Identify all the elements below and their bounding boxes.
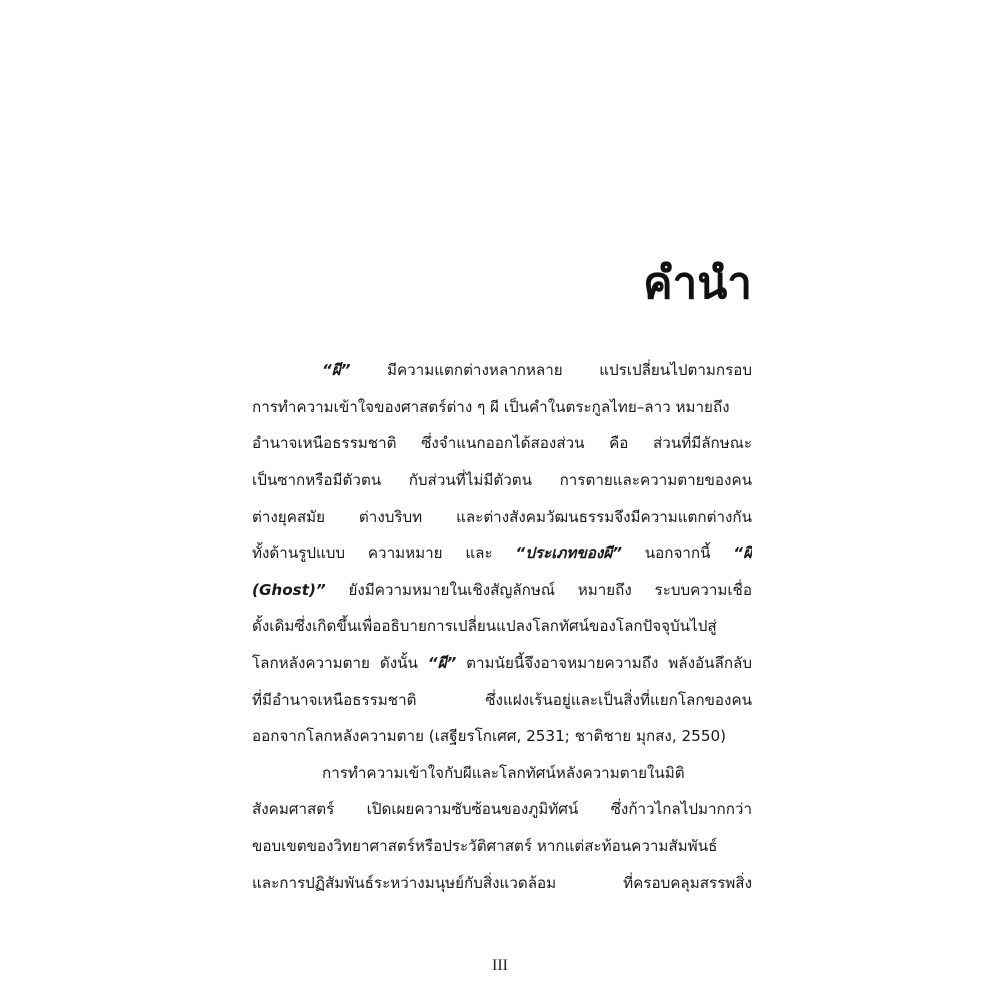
text-segment: หมายถึง bbox=[577, 580, 632, 599]
page-number: III bbox=[492, 957, 508, 974]
text-segment: ซึ่งจำแนกออกได้สองส่วน bbox=[421, 434, 585, 453]
text-segment: ดั้งเดิมซึ่งเกิดขึ้นเพื่ออธิบายการเปลี่ยนแปลงโลกทัศน์ของโลกปัจจุบันไปสู่ bbox=[252, 617, 717, 636]
text-segment: พลังอันลึกลับ bbox=[668, 654, 752, 673]
text-segment: ต่างยุคสมัย bbox=[252, 507, 326, 526]
text-line bbox=[252, 498, 752, 535]
text-segment: เป็นซากหรือมีตัวตน bbox=[252, 471, 382, 490]
text-segment: ดังนั้น bbox=[379, 654, 418, 673]
text-segment: คือ bbox=[609, 434, 629, 453]
text-segment: และ bbox=[465, 544, 493, 563]
text-segment: เปิดเผยความซับซ้อนของภูมิทัศน์ bbox=[366, 800, 579, 819]
text-line bbox=[252, 864, 752, 901]
text-segment: ต่างบริบท bbox=[358, 507, 423, 526]
text-segment: ยังมีความหมายในเชิงสัญลักษณ์ bbox=[348, 580, 555, 599]
paragraph bbox=[252, 352, 752, 755]
text-segment: โลกหลังความตาย bbox=[252, 654, 370, 673]
text-segment: ที่มีอำนาจเหนือธรรมชาติ bbox=[252, 690, 417, 709]
emphasized-term: (Ghost)” bbox=[252, 580, 326, 599]
paragraph bbox=[252, 755, 752, 901]
text-segment: แปรเปลี่ยนไปตามกรอบ bbox=[599, 361, 752, 380]
emphasized-term: “ผี” bbox=[427, 654, 457, 673]
text-segment: นอกจากนี้ bbox=[644, 544, 711, 563]
text-segment: อำนาจเหนือธรรมชาติ bbox=[252, 434, 397, 453]
text-line bbox=[252, 425, 752, 462]
page-title: คำนำ bbox=[643, 258, 752, 309]
text-segment: ซึ่งก้าวไกลไปมากกว่า bbox=[610, 800, 752, 819]
emphasized-term: “ประเภทของผี” bbox=[515, 544, 622, 563]
text-line bbox=[252, 462, 752, 499]
text-segment: ที่ครอบคลุมสรรพสิ่ง bbox=[623, 873, 752, 892]
text-segment: การทำความเข้าใจกับผีและโลกทัศน์หลังความตายในมิติ bbox=[322, 763, 685, 782]
text-segment: ส่วนที่มีลักษณะ bbox=[653, 434, 752, 453]
text-line bbox=[252, 681, 752, 718]
text-segment: ออกจากโลกหลังความตาย (เสฐียรโกเศศ, 2531; ชาติชาย มุกสง, 2550) bbox=[252, 727, 727, 746]
text-segment: ขอบเขตของวิทยาศาสตร์หรือประวัติศาสตร์ หากแต่สะท้อนความสัมพันธ์ bbox=[252, 837, 718, 856]
text-segment: ความหมาย bbox=[367, 544, 443, 563]
text-line bbox=[252, 572, 752, 609]
text-line bbox=[252, 755, 752, 792]
text-line bbox=[252, 828, 752, 865]
text-segment: ทั้งด้านรูปแบบ bbox=[252, 544, 346, 563]
emphasized-term: “ผี” bbox=[322, 361, 351, 380]
text-line bbox=[252, 535, 752, 572]
text-segment: ระบบความเชื่อ bbox=[654, 580, 752, 599]
text-segment: การทำความเข้าใจของศาสตร์ต่าง ๆ ผี เป็นคำในตระกูลไทย–ลาว หมายถึง bbox=[252, 397, 730, 416]
emphasized-term: “ผี bbox=[733, 544, 752, 563]
text-segment: มีความแตกต่างหลากหลาย bbox=[386, 361, 563, 380]
text-line bbox=[252, 352, 752, 389]
text-line bbox=[252, 389, 752, 426]
text-segment: สังคมศาสตร์ bbox=[252, 800, 335, 819]
text-segment: ซึ่งแฝงเร้นอยู่และเป็นสิ่งที่แยกโลกของคน bbox=[485, 690, 752, 709]
text-line bbox=[252, 608, 752, 645]
text-segment: กับส่วนที่ไม่มีตัวตน bbox=[408, 471, 533, 490]
text-segment: การตายและความตายของคน bbox=[559, 471, 752, 490]
text-line bbox=[252, 645, 752, 682]
text-line bbox=[252, 791, 752, 828]
text-segment: ตามนัยนี้จึงอาจหมายความถึง bbox=[466, 654, 659, 673]
preface-body bbox=[252, 352, 752, 901]
text-segment: และการปฏิสัมพันธ์ระหว่างมนุษย์กับสิ่งแวดล้อม bbox=[252, 873, 557, 892]
text-segment: และต่างสังคมวัฒนธรรมจึงมีความแตกต่างกัน bbox=[456, 507, 752, 526]
text-line bbox=[252, 718, 752, 755]
